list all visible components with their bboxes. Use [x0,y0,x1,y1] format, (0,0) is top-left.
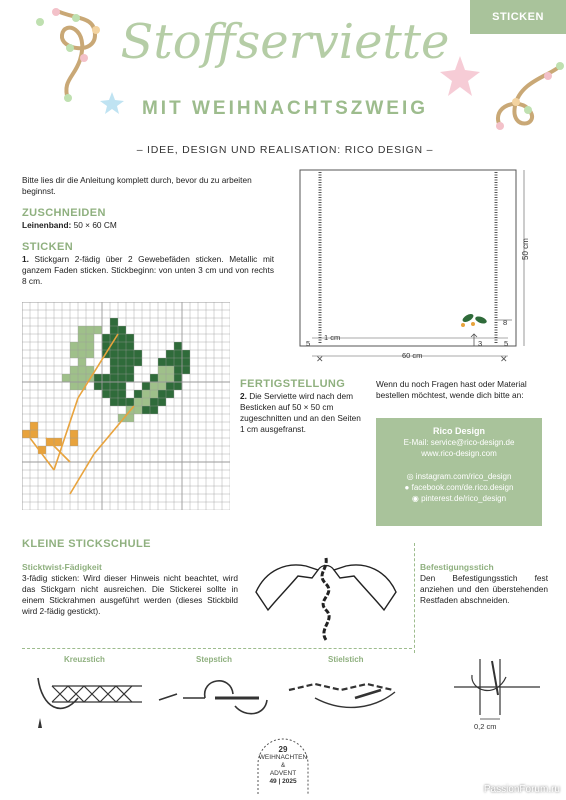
chart-stitch [30,422,38,430]
chart-stitch [94,374,102,382]
chart-stitch [70,430,78,438]
measure-label: 0,2 cm [474,722,497,731]
fertigstellung-heading: FERTIGSTELLUNG [240,378,346,390]
stielstich-illustration [285,668,410,738]
stepstich-illustration [155,668,275,728]
chart-stitch [70,374,78,382]
chart-stitch [110,318,118,326]
credits-line: – IDEE, DESIGN UND REALISATION: RICO DESIGN – [136,144,434,156]
contact-intro: Wenn du noch Fragen hast oder Material bestellen möchtest, wende dich bitte an: [376,379,527,400]
chart-stitch [142,382,150,390]
faedigkeit-text: 3-fädig sticken: Wird dieser Hinweis nicht beachtet, wird das Stickgarn nicht ausreichen. Die Stickerei sollte in einem Stickrahmen ausgeführt werden (dieses Stickbild wird 2-fädig gestickt). [22,573,238,616]
stitch-chart [22,302,230,510]
fertigstellung-text [240,391,366,435]
chart-stitch [126,334,134,342]
chart-stitch [182,350,190,358]
chart-stitch [150,398,158,406]
chart-stitch [110,326,118,334]
napkin-diagram [298,168,546,368]
chart-stitch [174,350,182,358]
chart-stitch [110,374,118,382]
chart-stitch [118,342,126,350]
chart-stitch [174,374,182,382]
chart-stitch [78,366,86,374]
chart-stitch [110,390,118,398]
chart-stitch [158,374,166,382]
chart-stitch [78,334,86,342]
chart-stitch [54,438,62,446]
chart-stitch [94,382,102,390]
chart-stitch [166,366,174,374]
zuschneiden-line [22,220,272,231]
befestigung-illustration [440,655,550,735]
footer-info [258,746,308,786]
chart-stitch [110,366,118,374]
chart-stitch [174,358,182,366]
dim-50cm: 50 cm [521,238,530,260]
stepstich-label: Stepstich [196,655,233,664]
chart-stitch [174,342,182,350]
divider-vertical [414,543,415,653]
schule-heading: KLEINE STICKSCHULE [22,538,151,550]
contact-facebook: facebook.com/de.rico.design [411,483,514,492]
chart-stitch [102,390,110,398]
befestigung-heading: Befestigungsstich [420,562,494,572]
chart-stitch [158,366,166,374]
chart-stitch [134,358,142,366]
chart-stitch [182,366,190,374]
sticken-text [22,254,274,287]
pinterest-icon: ◉ [411,494,422,503]
chart-stitch [118,382,126,390]
divider-horizontal [22,648,412,649]
chart-stitch [126,342,134,350]
chart-stitch [174,382,182,390]
chart-stitch [110,350,118,358]
kreuzstich-label: Kreuzstich [64,655,105,664]
chart-stitch [158,358,166,366]
chart-stitch [110,358,118,366]
intro-text: Bitte lies dir die Anleitung komplett durch, bevor du zu arbeiten beginnst. [22,175,252,196]
chart-stitch [70,382,78,390]
chart-stitch [118,350,126,358]
sticken-step: 1. [22,254,29,264]
chart-stitch [78,374,86,382]
zuschneiden-value: 50 × 60 CM [71,220,117,230]
dim-3: 3 [478,339,483,348]
faedigkeit-heading: Sticktwist-Fädigkeit [22,562,102,572]
issue-number: 49 | 2025 [269,778,297,785]
chart-stitch [126,398,134,406]
chart-stitch [118,358,126,366]
chart-stitch [134,350,142,358]
befestigung-text: Den Befestigungsstich fest anziehen und den überstehenden Restfaden abschneiden. [420,573,548,605]
chart-stitch [158,390,166,398]
holly-motif [461,312,488,327]
page-title: Stoffserviette [120,14,450,70]
contact-web[interactable]: www.rico-design.com [421,449,497,458]
chart-stitch [118,390,126,398]
chart-stitch [102,374,110,382]
chart-stitch [70,342,78,350]
section-tab: STICKEN [470,0,566,34]
chart-stitch [166,390,174,398]
chart-stitch [78,350,86,358]
chart-stitch [126,358,134,366]
chart-stitch [182,358,190,366]
chart-stitch [150,406,158,414]
dim-5-left: 5 [306,339,311,348]
chart-stitch [166,374,174,382]
dim-8: 8 [503,318,508,327]
chart-stitch [134,398,142,406]
zuschneiden-label: Leinenband: [22,220,72,230]
page-subtitle: MIT WEIHNACHTSZWEIG [141,98,429,119]
contact-email[interactable]: E-Mail: service@rico-design.de [403,438,515,447]
contact-box [376,418,542,526]
contact-pinterest: pinterest.de/rico_design [421,494,507,503]
chart-stitch [150,374,158,382]
cut-mark-right: ✕ [500,354,508,364]
chart-stitch [150,382,158,390]
magazine-line-1: WEIHNACHTEN & [258,754,308,769]
chart-stitch [118,334,126,342]
page-number: 29 [278,745,288,754]
chart-stitch [142,390,150,398]
watermark: PassionForum.ru [483,784,560,795]
fertigstellung-body: Die Serviette wird nach dem Besticken auf 50 × 50 cm zugeschnitten und an den Seiten 1 cm ausgefranst. [240,391,361,434]
chart-stitch [126,374,134,382]
chart-stitch [118,398,126,406]
dim-1cm: 1 cm [324,333,341,342]
chart-stitch [134,390,142,398]
dim-5-right: 5 [504,339,509,348]
chart-stitch [30,430,38,438]
chart-stitch [110,398,118,406]
chart-stitch [86,342,94,350]
chart-stitch [126,350,134,358]
chart-stitch [118,374,126,382]
contact-instagram: instagram.com/rico_design [415,472,512,481]
chart-stitch [118,326,126,334]
chart-stitch [158,398,166,406]
chart-stitch [86,366,94,374]
chart-backstitch [70,454,94,494]
chart-stitch [94,326,102,334]
chart-stitch [166,350,174,358]
magazine-line-2: ADVENT [269,770,297,777]
chart-stitch [158,382,166,390]
fertigstellung-step: 2. [240,391,247,401]
chart-stitch [22,430,30,438]
chart-stitch [134,406,142,414]
chart-stitch [86,326,94,334]
chart-stitch [102,334,110,342]
chart-stitch [150,390,158,398]
contact-pinterest-row[interactable] [376,493,542,504]
dim-60cm: 60 cm [402,351,423,360]
chart-stitch [86,350,94,358]
cut-mark-left: ✕ [316,354,324,364]
chart-stitch [110,382,118,390]
contact-instagram-row[interactable] [376,471,542,482]
chart-stitch [86,334,94,342]
sticken-heading: STICKEN [22,241,74,253]
chart-stitch [78,326,86,334]
chart-stitch [166,358,174,366]
chart-stitch [126,366,134,374]
chart-stitch [102,382,110,390]
chart-stitch [118,366,126,374]
sticken-body: Stickgarn 2-fädig über 2 Gewebefäden sticken. Metallic mit ganzem Faden sticken. Stickbeginn: von unten 3 cm und von rechts 8 cm. [22,254,274,286]
chart-stitch [142,398,150,406]
chart-stitch [78,358,86,366]
kreuzstich-illustration [22,668,152,738]
instagram-icon: ◎ [406,472,416,481]
contact-facebook-row[interactable] [376,482,542,493]
chart-stitch [174,366,182,374]
chart-stitch [70,350,78,358]
chart-stitch [78,342,86,350]
zuschneiden-heading: ZUSCHNEIDEN [22,207,106,219]
contact-name: Rico Design [432,426,485,436]
stielstich-label: Stielstich [328,655,364,664]
chart-stitch [166,382,174,390]
chart-stitch [142,406,150,414]
hands-illustration [246,540,406,652]
chart-stitch [70,438,78,446]
facebook-icon: ● [404,483,412,492]
chart-stitch [70,366,78,374]
chart-stitch [62,374,70,382]
